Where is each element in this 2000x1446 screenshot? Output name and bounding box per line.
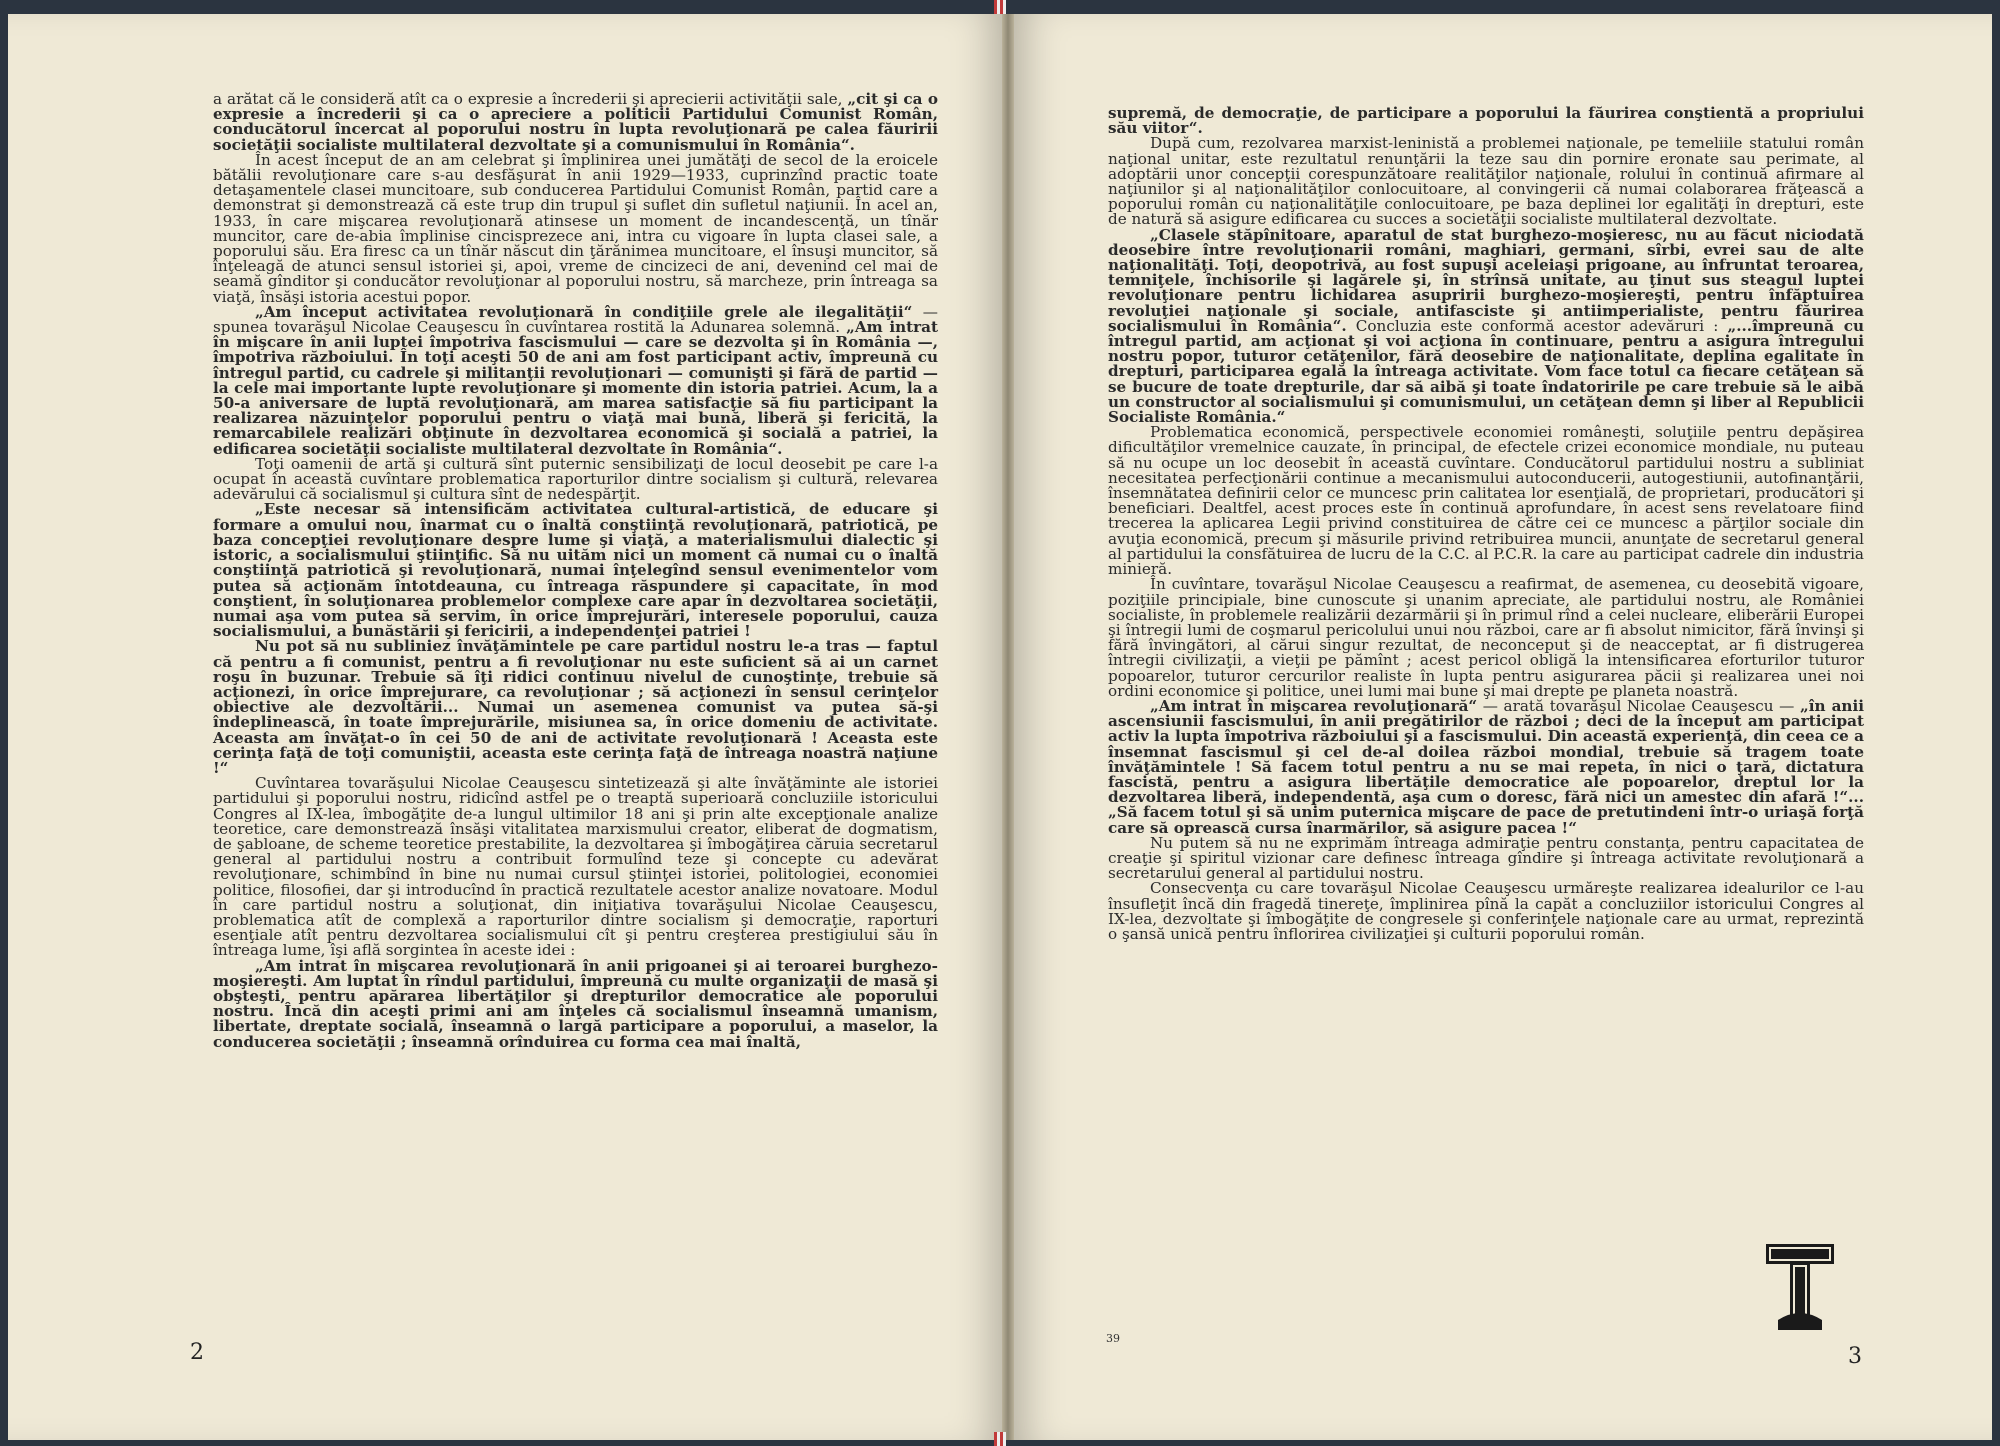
bold-quote-text: supremă, de democraţie, de participare a poporului la făurirea conştientă a propriului său viitor“. bbox=[1108, 104, 1864, 138]
right-page-number: 3 bbox=[1848, 1344, 1862, 1369]
bold-quote-text: „...împreună cu întregul partid, am acţionat şi voi acţiona în continuare, pentru a asigura întregului nostru popor, tuturor cetăţenilor, fără deosebire de naţionalitate, deplina egalitate în drepturi, participarea egală la întreaga activitate. Vom face totul ca fiecare cetăţean să se bucure de toate drepturile, dar să aibă şi toate îndatoririle pe care trebuie să le aibă un constructor al socialismului şi comunismului, un cetăţean demn şi liber al Republicii Socialiste România.“ bbox=[1108, 316, 1864, 427]
bold-quote-text: „Este necesar să intensificăm activitatea cultural-artistică, de educare şi formare a omului nou, înarmat cu o înaltă conştiinţă revoluţionară, patriotică, pe baza concepţiei revoluţionare despre lume şi viaţă, a materialismului dialectic şi istoric, a socialismului ştiinţific. Să nu uităm nici un moment că numai cu o înaltă conştiinţă patriotică şi revoluţionară, numai înţelegînd sensul evenimentelor vom putea să acţionăm întotdeauna, cu întreaga răspundere şi capacitate, în mod conştient, în soluţionarea problemelor complexe care apar în dezvoltarea societăţii, numai aşa vom putea să servim, în orice împrejurări, interesele poporului, cauza socialismului, a bunăstării şi fericirii, a independenţei patriei ! bbox=[213, 500, 938, 641]
paragraph bbox=[213, 956, 938, 1051]
paragraph bbox=[1108, 833, 1864, 883]
body-text: După cum, rezolvarea marxist-leninistă a problemei naţionale, pe temeliile statului român naţional unitar, este rezultatul renunţării la teze sau din pornire eronate sau perimate, al adoptării unor concepţii corespunzătoare realităţilor naţionale, rolului în continuă afirmare al naţiunilor şi al naţionalităţilor conlocuitoare, al convingerii că numai colaborarea frăţească a poporului român cu naţionalităţile conlocuitoare, pe baza deplinei lor egalităţi în drepturi, este de natură să asigure edificarea cu succes a societăţii socialiste multilateral dezvoltate. bbox=[1108, 134, 1864, 229]
body-text: — arată tovarăşul Nicolae Ceauşescu — bbox=[1477, 696, 1800, 715]
paragraph bbox=[1108, 136, 1864, 227]
paragraph bbox=[1108, 225, 1864, 427]
body-text: Nu putem să nu ne exprimăm întreaga admiraţie pentru constanţa, pentru capacitatea de creaţie şi spiritul vizionar care definesc întreaga gîndire şi întreaga activitate revoluţionară a secretarului general al partidului nostru. bbox=[1108, 833, 1864, 883]
paragraph bbox=[1108, 425, 1864, 577]
right-text-column bbox=[1108, 106, 1864, 942]
bold-quote-text: „în anii ascensiunii fascismului, în anii pregătirilor de război ; deci de la început am participat activ la lupta împotriva războiului şi a fascismului. Din această experienţă, din ceea ce a însemnat fascismul şi cel de-al doilea război mondial, trebuie să tragem toate învăţămintele ! Să facem totul pentru a nu se mai repeta, în nici o ţară, dictatura fascistă, pentru a asigura libertăţile democratice ale popoarelor, dreptul lor la dezvoltarea liberă, independentă, aşa cum o doresc, fără nici un amestec din afară !“... „Să facem totul şi să unim puternica mişcare de pace de pretutindeni într-o uriaşă forţă care să oprească cursa înarmărilor, să asigure pacea !“ bbox=[1108, 696, 1864, 837]
paragraph bbox=[213, 302, 939, 458]
paragraph bbox=[213, 776, 938, 958]
body-text: — spunea tovarăşul Nicolae Ceauşescu în cuvîntarea rostită la Adunarea solemnă. bbox=[213, 302, 938, 337]
paragraph bbox=[1108, 881, 1864, 942]
left-page bbox=[8, 14, 1002, 1440]
footer-number: 39 bbox=[1106, 1332, 1120, 1345]
paragraph bbox=[1108, 106, 1864, 136]
body-text: Problematica economică, perspectivele economiei româneşti, soluţiile pentru depăşirea dificultăţilor vremelnice cauzate, în principal, de efectele crizei economice mondiale, nu puteau să nu ocupe un loc deosebit în această cuvîntare. Conducătorul partidului nostru a subliniat necesitatea perfecţionării continue a mecanismului autoconducerii, autogestiunii, autofinanţării, însemnătatea definirii celor ce muncesc prin calitatea lor esenţială, de proprietari, producători şi beneficiari. Dealtfel, acest proces este în continuă aprofundare, în acest sens revelatoare fiind trecerea la aplicarea Legii privind constituirea de către cei ce muncesc a părţilor sociale din avuţia economică, precum şi măsurile privind retribuirea muncii, anunţate de secretarul general al partidului la consfătuirea de lucru de la C.C. al P.C.R. la care au participat cadrele din industria minieră. bbox=[1108, 423, 1864, 579]
bold-quote-text: „Am intrat în mişcarea revoluţionară“ bbox=[1150, 696, 1478, 715]
body-text: Toţi oamenii de artă şi cultură sînt puternic sensibilizaţi de locul deosebit pe care l-a ocupat în această cuvîntare problematica raporturilor dintre socialism şi cultură, relevarea adevărului că socialismul şi cultura sînt de nedespărţit. bbox=[213, 454, 938, 504]
paragraph bbox=[213, 639, 938, 776]
paragraph bbox=[213, 150, 938, 306]
body-text: a arătat că le consideră atît ca o expresie a încrederii şi aprecierii activităţii sale, bbox=[213, 90, 848, 108]
book-spread bbox=[8, 14, 1992, 1440]
bold-quote-text: „Clasele stăpînitoare, aparatul de stat burghezo-moşieresc, nu au făcut niciodată deosebire între revoluţionarii români, maghiari, germani, sîrbi, evrei sau de alte naţionalităţi. Toţi, deopotrivă, au fost supuşi aceleiaşi prigoane, au înfruntat teroarea, temniţele, închisorile şi lagărele şi, în strînsă unitate, au ţinut sus steagul luptei revoluţionare pentru lichidarea asupririi burghezo-moşiereşti, pentru înfăptuirea revoluţiei naţionale şi sociale, antifasciste şi antiimperialiste, pentru făurirea socialismului în România“. bbox=[1108, 225, 1864, 335]
right-page bbox=[1014, 14, 1992, 1440]
paragraph bbox=[1108, 696, 1864, 837]
paragraph bbox=[213, 502, 938, 639]
paragraph bbox=[213, 454, 938, 504]
bold-quote-text: „Am început activitatea revoluţionară în condiţiile grele ale ilegalităţii“ bbox=[255, 302, 913, 321]
paragraph bbox=[1108, 577, 1864, 699]
bold-quote-text: „cit şi ca o expresie a încrederii şi ca o apreciere a politicii Partidului Comunist Român, conducătorul încercat al poporului nostru în lupta revoluţionară pe calea făuririi societăţii socialiste multilateral dezvoltate şi a comunismului în România“. bbox=[213, 90, 938, 154]
bold-quote-text: „Am intrat în mişcarea revoluţionară în anii prigoanei şi ai teroarei burghezo-moşiereşti. Am luptat în rîndul partidului, împreună cu multe organizaţii de masă şi obşteşti, pentru apărarea libertăţilor şi drepturilor democratice ale poporului nostru. Încă din aceşti primi ani am înţeles că socialismul înseamnă umanism, libertate, dreptate socială, înseamnă o largă participare a poporului, a maselor, la conducerea societăţii ; înseamnă orînduirea cu forma cea mai înaltă, bbox=[213, 956, 938, 1051]
bookmark-ribbon-top bbox=[994, 0, 1006, 14]
bold-quote-text: Nu pot să nu subliniez învăţămintele pe care partidul nostru le-a tras — faptul că pentru a fi comunist, pentru a fi revoluţionar nu este suficient să ai un carnet roşu în buzunar. Trebuie să îţi ridici continuu nivelul de cunoştinţe, trebuie să acţionezi, în orice împrejurare, ca revoluţionar ; să acţionezi în sensul cerinţelor obiective ale dezvoltării... Numai un asemenea comunist va putea să-şi îndeplinească, în toate împrejurările, misiunea sa, în orice domeniu de activitate. Aceasta am învăţat-o în cei 50 de ani de activitate revoluţionară ! Aceasta este cerinţa faţă de toţi comuniştii, aceasta este cerinţa faţă de întreaga noastră naţiune !“ bbox=[213, 637, 938, 777]
book-gutter bbox=[1002, 14, 1014, 1440]
bold-quote-text: „Am intrat în mişcare în anii luptei împotriva fascismului — care se dezvolta şi în România —, împotriva războiului. În toţi aceşti 50 de ani am fost participant activ, împreună cu întregul partid, cu cadrele şi militanţii revoluţionari — comunişti şi fără de partid — la cele mai importante lupte revoluţionare şi momente din istoria patriei. Acum, la a 50-a aniversare de luptă revoluţionară, am marea satisfacţie să fiu participant la realizarea năzuinţelor poporului pentru o viaţă mai bună, liberă şi fericită, la remarcabilele realizări obţinute în dezvoltarea economică şi socială a patriei, la edificarea societăţii socialiste multilateral dezvoltate în România“. bbox=[213, 318, 939, 458]
left-text-column bbox=[213, 92, 938, 1050]
body-text: Concluzia este conformă acestor adevăruri : bbox=[1346, 316, 1728, 335]
body-text: Cuvîntarea tovarăşului Nicolae Ceauşescu sintetizează şi alte învăţăminte ale istoriei partidului şi poporului nostru, ridicînd astfel pe o treaptă superioară concluziile istoricului Congres al IX-lea, îmbogăţite de-a lungul ultimilor 18 ani şi prin alte excepţionale analize teoretice, care demonstrează însăşi vitalitatea marxismului creator, eliberat de dogmatism, de şabloane, de scheme teoretice prestabilite, la dezvoltarea şi îmbogăţirea căruia secretarul general al partidului nostru a contribuit formulînd teze şi concepte cu adevărat revoluţionare, schimbînd în bine nu numai cursul ştiinţei istoriei, politologiei, economiei politice, filosofiei, dar şi introducînd în practică rezultatele acestor analize novatoare. Modul în care partidul nostru a soluţionat, din iniţiativa tovarăşului Nicolae Ceauşescu, problematica atît de complexă a raporturilor dintre socialism şi democraţie, raporturi esenţiale atît pentru dezvoltarea socialismului cît şi pentru creşterea prestigiului său în întreaga lume, îşi află sorgintea în aceste idei : bbox=[213, 774, 938, 960]
left-page-number: 2 bbox=[190, 1340, 204, 1365]
body-text: În acest început de an am celebrat şi împlinirea unei jumătăţi de secol de la eroicele bătălii revoluţionare care s-au desfăşurat în anii 1929—1933, cuprinzînd practic toate detaşamentele clasei muncitoare, sub conducerea Partidului Comunist Român, partid care a demonstrat şi demonstrează că este trup din trupul şi suflet din sufletul naţiunii. În acel an, 1933, în care mişcarea revoluţionară atinsese un moment de incandescenţă, un tînăr muncitor, care de-abia împlinise cincisprezece ani, intra cu vigoare în lupta clasei sale, a poporului său. Era firesc ca un tînăr născut din ţărănimea muncitoare, el însuşi muncitor, să înţeleagă de atunci sensul istoriei şi, apoi, vreme de cincizeci de ani, devenind cel mai de seamă gînditor şi conducător revoluţionar al poporului nostru, să marcheze, prin întreaga sa viaţă, însăşi istoria acestui popor. bbox=[213, 150, 938, 306]
bookmark-ribbon-bottom bbox=[994, 1432, 1006, 1446]
body-text: În cuvîntare, tovarăşul Nicolae Ceauşescu a reafirmat, de asemenea, cu deosebită vigoare, poziţiile principiale, bine cunoscute şi unanim apreciate, ale partidului nostru, ale României socialiste, în problemele realizării dezarmării şi în primul rînd a celei nucleare, eliberării Europei şi întregii lumi de coşmarul pericolului unui nou război, care ar fi absolut nimicitor, fără învinşi şi fără învingători, al cărui singur rezultat, de neconceput şi de neacceptat, ar fi distrugerea întregii civilizaţii, a vieţii pe pămînt ; acest pericol obligă la intensificarea eforturilor tuturor popoarelor, tuturor cercurilor realiste în lupta pentru asigurarea păcii şi realizarea unei noi ordini economice şi politice, unei lumi mai bune şi mai drepte pe planeta noastră. bbox=[1108, 575, 1864, 700]
paragraph bbox=[213, 92, 938, 153]
letter-t-logo bbox=[1764, 1242, 1836, 1332]
body-text: Consecvenţa cu care tovarăşul Nicolae Ceauşescu urmăreşte realizarea idealurilor ce l-au însufleţit încă din fragedă tinereţe, împlinirea pînă la capăt a concluziilor istoricului Congres al IX-lea, dezvoltate şi îmbogăţite de congresele şi conferinţele naţionale care au urmat, reprezintă o şansă unică pentru înflorirea civilizaţiei şi culturii poporului român. bbox=[1108, 879, 1864, 943]
